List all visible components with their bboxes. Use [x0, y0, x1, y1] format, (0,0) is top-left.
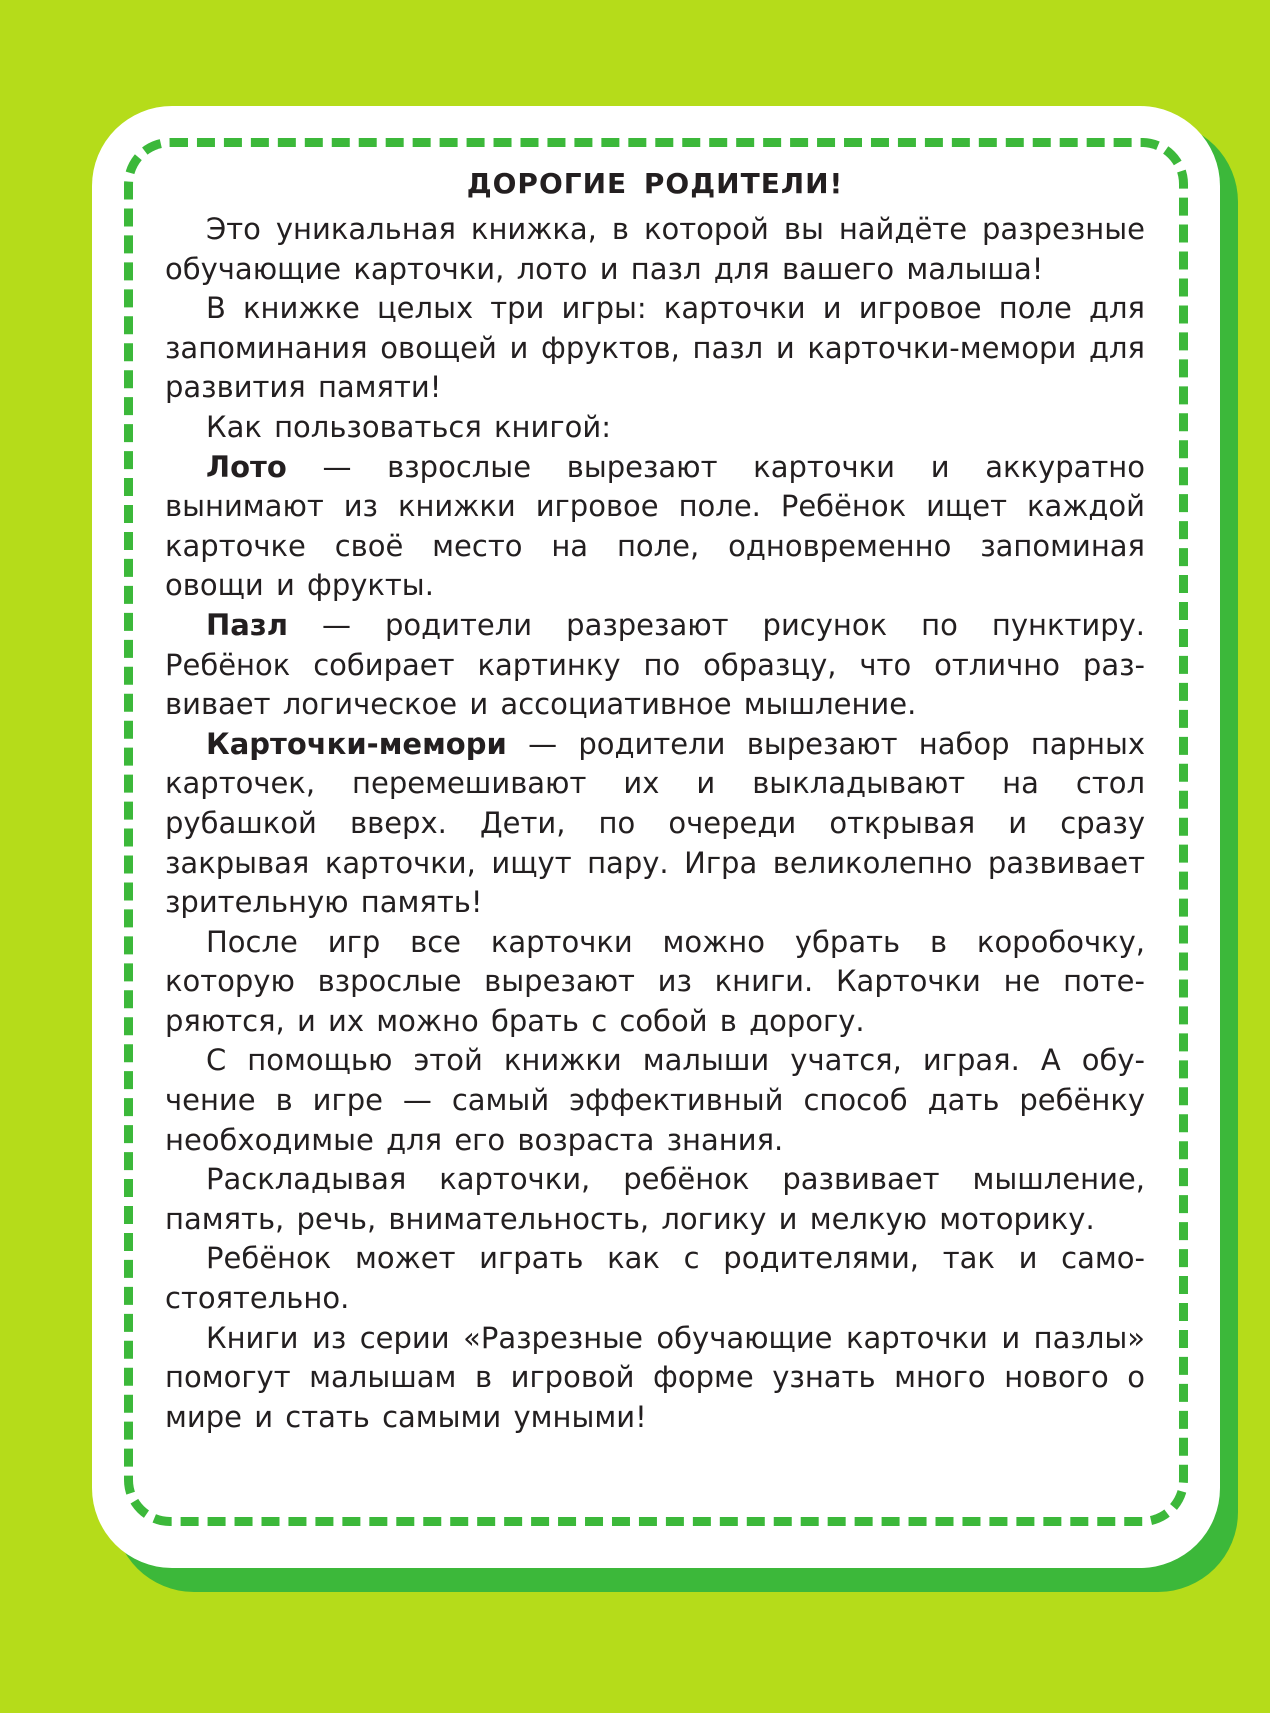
paragraph: Ребёнок может играть как с родителями, так и самостоятельно.	[165, 1241, 1145, 1316]
paragraph: Как пользоваться книгой:	[206, 409, 611, 444]
term-memory: Карточки-мемори	[206, 726, 507, 761]
letter-content	[165, 164, 1145, 1437]
paragraph: В книжке целых три игры: карточки и игровое поле для запоминания овощей и фруктов, пазл и карточки-мемори для развития памяти!	[165, 291, 1145, 405]
paragraph-loto: Лото — взрослые вырезают карточки и аккуратно вынимают из книжки игровое поле. Ребёнок ищет каждой карточке своё место на поле, одновременно запоминая овощи и фрукты.	[165, 449, 1145, 603]
term-loto: Лото	[206, 449, 287, 484]
page-title: ДОРОГИЕ РОДИТЕЛИ!	[466, 167, 844, 200]
term-puzzle: Пазл	[206, 607, 288, 642]
paragraph: Раскладывая карточки, ребёнок развивает мышление, память, речь, внимательность, логику и мелкую моторику.	[165, 1162, 1145, 1236]
paragraph: После игр все карточки можно убрать в коробочку, которую взрослые вырезают из книги. Карточки не потеряются, и их можно брать с собой в дорогу.	[165, 924, 1145, 1038]
paragraph-memory: Карточки-мемори — родители вырезают набор парных карточек, перемешивают их и выкладывают на стол рубашкой вверх. Дети, по очереди открывая и сразу закрывая карточки, ищут пару. Игра великолепно развивает зрительную память!	[165, 726, 1145, 920]
paragraph: С помощью этой книжки малыши учатся, играя. А обучение в игре — самый эффективный способ дать ребёнку необходимые для его возраста знания.	[165, 1043, 1145, 1157]
paragraph: Это уникальная книжка, в которой вы найдёте разрезные обучающие карточки, лото и пазл для вашего малыша!	[165, 212, 1145, 286]
paragraph: Книги из серии «Разрезные обучающие карточки и пазлы» помогут малышам в игровой форме узнать много нового о мире и стать самыми умными!	[165, 1320, 1145, 1434]
paragraph-puzzle: Пазл — родители разрезают рисунок по пунктиру. Ребёнок собирает картинку по образцу, что отлично развивает логическое и ассоциативное мышление.	[165, 607, 1145, 722]
